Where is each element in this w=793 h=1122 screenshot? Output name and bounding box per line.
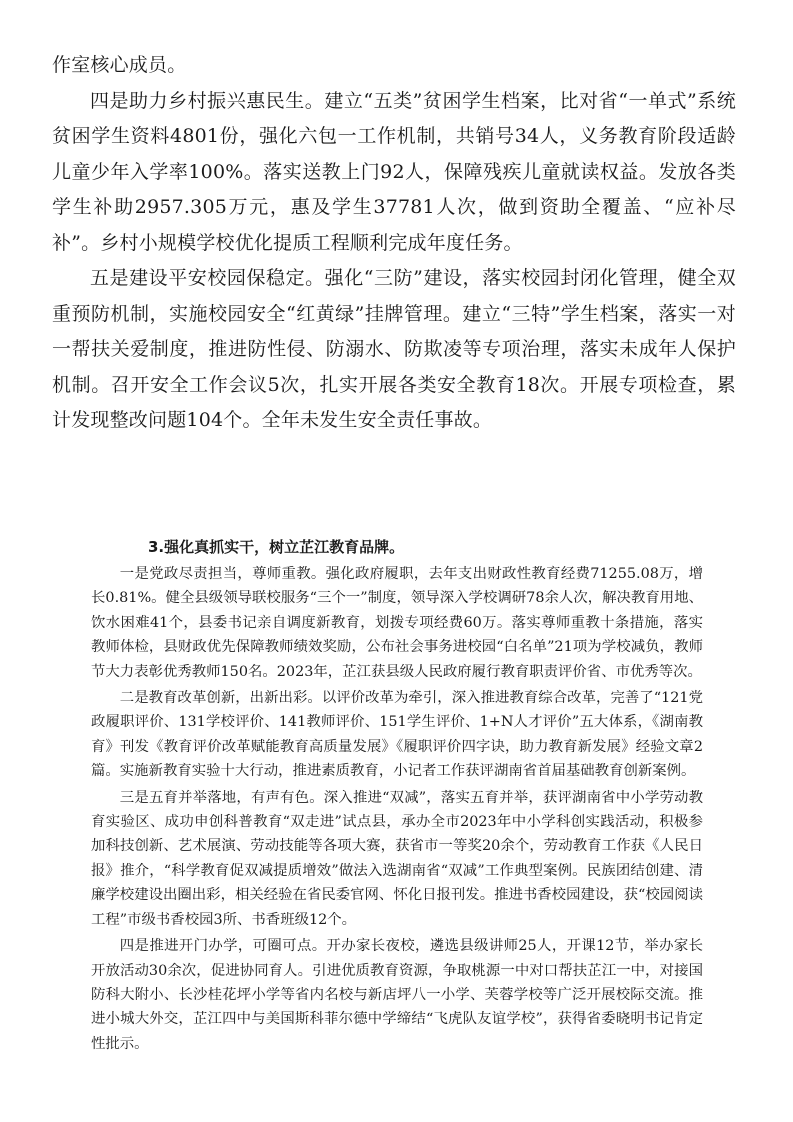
- paragraph-education-reform: 二是教育改革创新，出新出彩。以评价改革为牵引，深入推进教育综合改革，完善了“121党政履职评价、131学校评价、141教师评价、151学生评价、1+N人才评价”五大体系，《湖南教育》刊发《教育评价改革赋能教育高质量发展》《履职评价四字诀，助力教育新发展》经验文章2篇。实施新教育实验十大行动，推进素质教育，小记者工作获评湖南省首届基础教育创新案例。: [91, 690, 703, 780]
- paragraph-safe-campus: 五是建设平安校园保稳定。强化“三防”建设，落实校园封闭化管理，健全双重预防机制，实施校园安全“红黄绿”挂牌管理。建立“三特”学生档案，落实一对一帮扶关爱制度，推进防性侵、防溺水、防欺凌等专项治理，落实未成年人保护机制。召开安全工作会议5次，扎实开展各类安全教育18次。开展专项检查，累计发现整改问题104个。全年未发生安全责任事故。: [52, 267, 736, 431]
- paragraph-party-responsibility: 一是党政尽责担当，尊师重教。强化政府履职，去年支出财政性教育经费71255.08万，增长0.81%。健全县级领导联校服务“三个一”制度，领导深入学校调研78余人次，解决教育用地、饮水困难41个，县委书记亲自调度新教育，划拨专项经费60万。落实尊师重教十条措施，落实教师体检，县财政优先保障教师绩效奖励，公布社会事务进校园“白名单”21项为学校减负，教师节大力表彰优秀教师150名。2023年，芷江获县级人民政府履行教育职责评价省、市优秀等次。: [91, 566, 703, 680]
- lower-text-block: [91, 562, 703, 1056]
- upper-text-block: [52, 48, 736, 439]
- section-heading: 3.强化真抓实干，树立芷江教育品牌。: [148, 538, 405, 556]
- paragraph-five-education: 三是五育并举落地，有声有色。深入推进“双减”，落实五育并举，获评湖南省中小学劳动教育实验区、成功申创科普教育“双走进”试点县，承办全市2023年中小学科创实践活动，积极参加科技创新、艺术展演、劳动技能等各项大赛，获省市一等奖20余个，劳动教育工作获《人民日报》推介，“科学教育促双减提质增效”做法入选湖南省“双减”工作典型案例。民族团结创建、清廉学校建设出圈出彩，相关经验在省民委官网、怀化日报刊发。推进书香校园建设，获“校园阅读工程”市级书香校园3所、书香班级12个。: [91, 789, 703, 928]
- paragraph-rural-revitalization: 四是助力乡村振兴惠民生。建立“五类”贫困学生档案，比对省“一单式”系统贫困学生资料4801份，强化六包一工作机制，共销号34人，义务教育阶段适龄儿童少年入学率100%。落实送教上门92人，保障残疾儿童就读权益。发放各类学生补助2957.305万元，惠及学生37781人次，做到资助全覆盖、“应补尽补”。乡村小规模学校优化提质工程顺利完成年度任务。: [52, 89, 736, 254]
- paragraph-continuation: 作室核心成员。: [52, 54, 187, 76]
- paragraph-open-schooling: 四是推进开门办学，可圈可点。开办家长夜校，遴选县级讲师25人，开课12节，举办家长开放活动30余次，促进协同育人。引进优质教育资源，争取桃源一中对口帮扶芷江一中，对接国防科大附小、长沙桂花坪小学等省内名校与新店坪八一小学、芙蓉学校等广泛开展校际交流。推进小城大外交，芷江四中与美国斯科菲尔德中学缔结“飞虎队友谊学校”，获得省委晓明书记肯定性批示。: [91, 938, 703, 1052]
